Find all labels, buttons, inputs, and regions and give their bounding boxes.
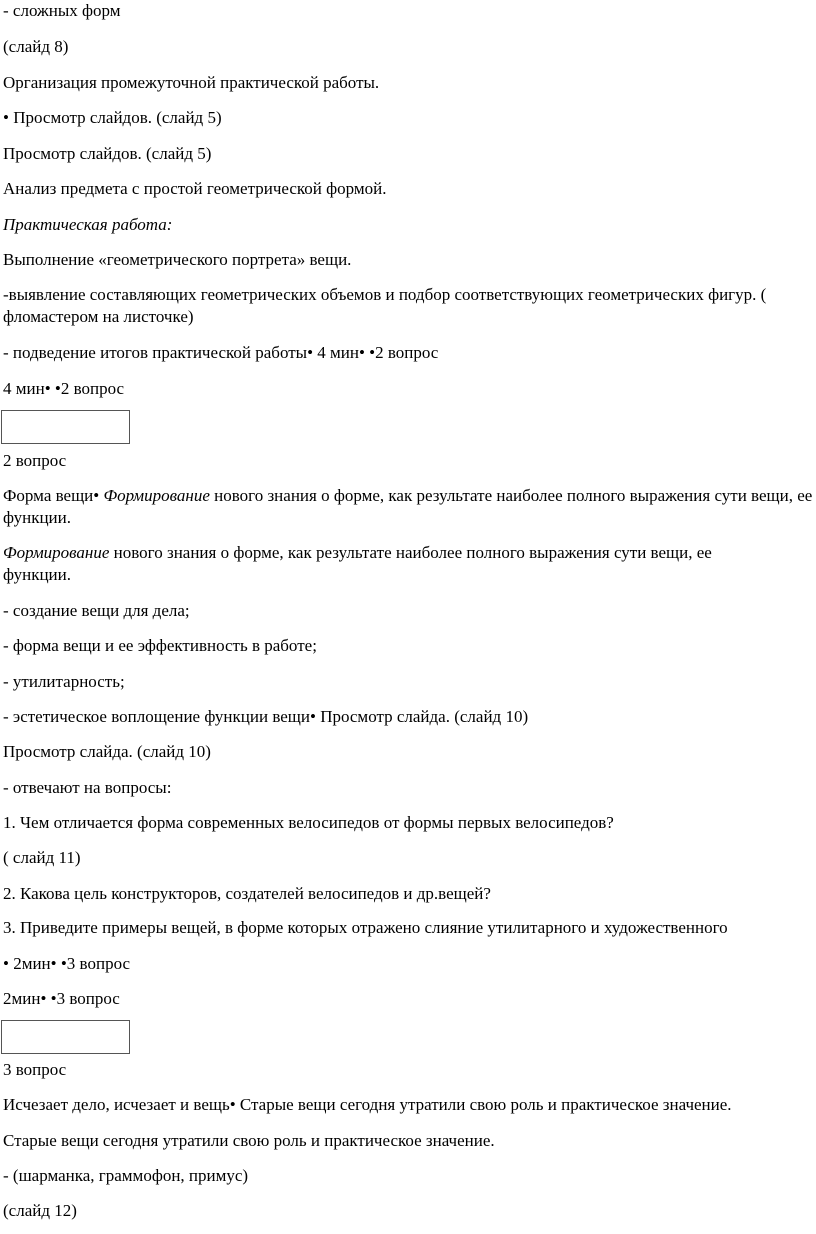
text-line: (слайд 12) xyxy=(3,1201,77,1220)
text-line: - форма вещи и ее эффективность в работе; xyxy=(3,636,317,655)
text-run: Форма вещи• xyxy=(3,486,104,505)
text-line: 4 мин• •2 вопрос xyxy=(3,379,125,398)
text-line: ( слайд 11) xyxy=(3,848,81,867)
text-line: 1. Чем отличается форма современных велосипедов от формы первых велосипедов? xyxy=(3,813,614,832)
emphasis-text: Формирование xyxy=(3,543,110,562)
text-run: нового знания о форме, как результате наиболее полного выражения сути вещи, ее функции. xyxy=(3,543,712,584)
text-line: - сложных форм xyxy=(3,1,121,20)
text-paragraph xyxy=(3,542,783,586)
text-line: - отвечают на вопросы: xyxy=(3,778,172,797)
text-line: Выполнение «геометрического портрета» вещи. xyxy=(3,250,352,269)
text-paragraph: -выявление составляющих геометрических объемов и подбор соответствующих геометрических фигур. ( фломастером на листочке) xyxy=(3,285,767,326)
section-heading: Практическая работа: xyxy=(3,215,173,234)
text-line: 3. Приведите примеры вещей, в форме которых отражено слияние утилитарного и художественного xyxy=(3,918,728,937)
text-line: - подведение итогов практической работы• 4 мин• •2 вопрос xyxy=(3,343,439,362)
emphasis-text: Формирование xyxy=(103,486,210,505)
text-line: Исчезает дело, исчезает и вещь• Старые вещи сегодня утратили свою роль и практическое значение. xyxy=(3,1095,732,1114)
text-line: • Просмотр слайдов. (слайд 5) xyxy=(3,108,222,127)
text-line: 2мин• •3 вопрос xyxy=(3,989,120,1008)
text-paragraph xyxy=(3,485,813,529)
text-line: Просмотр слайда. (слайд 10) xyxy=(3,742,211,761)
text-line: 3 вопрос xyxy=(3,1060,67,1079)
text-line: 2 вопрос xyxy=(3,451,67,470)
text-line: (слайд 8) xyxy=(3,37,69,56)
text-line: Просмотр слайдов. (слайд 5) xyxy=(3,144,212,163)
text-line: Старые вещи сегодня утратили свою роль и практическое значение. xyxy=(3,1131,495,1150)
text-line: Анализ предмета с простой геометрической формой. xyxy=(3,179,387,198)
empty-box xyxy=(1,410,130,444)
text-run: нового знания о форме, как результате наиболее полного выражения сути вещи, ее функции. xyxy=(3,486,813,527)
text-line: • 2мин• •3 вопрос xyxy=(3,954,131,973)
text-line: - утилитарность; xyxy=(3,672,125,691)
text-line: - эстетическое воплощение функции вещи• Просмотр слайда. (слайд 10) xyxy=(3,707,529,726)
text-line: - создание вещи для дела; xyxy=(3,601,190,620)
text-line: 2. Какова цель конструкторов, создателей велосипедов и др.вещей? xyxy=(3,884,491,903)
text-line: - (шарманка, граммофон, примус) xyxy=(3,1166,249,1185)
text-line: Организация промежуточной практической работы. xyxy=(3,73,380,92)
empty-box xyxy=(1,1020,130,1054)
